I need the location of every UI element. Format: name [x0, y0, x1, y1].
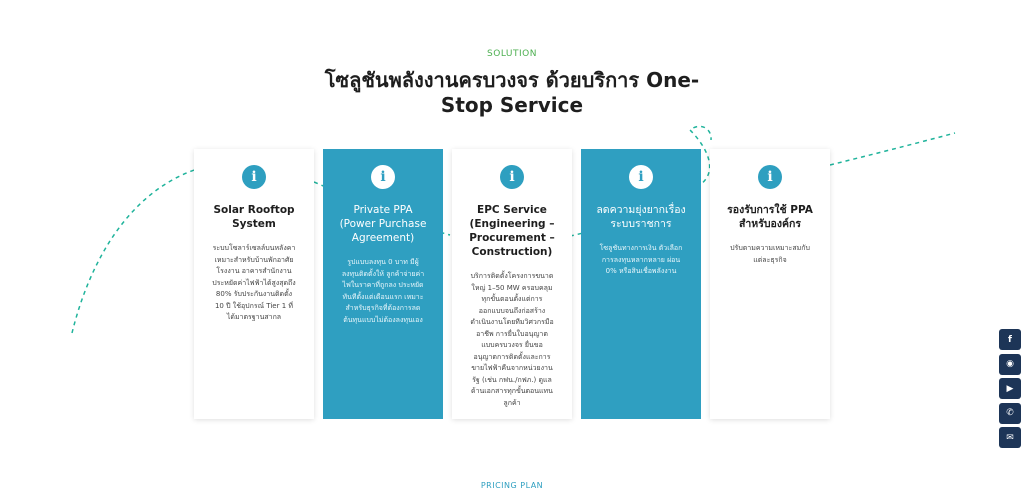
- card-desc-line: แบบครบวงจร ยื่นขอ: [481, 341, 543, 349]
- card-desc-line: ได้มาตรฐานสากล: [226, 313, 282, 321]
- youtube-icon[interactable]: ▶: [999, 378, 1021, 399]
- card-desc-line: ด้านเอกสารทุกขั้นตอนแทน: [471, 387, 553, 395]
- card-desc-line: ต้นทุนแบบไม่ต้องลงทุนเอง: [343, 315, 423, 324]
- card-title-line: Agreement): [351, 232, 415, 244]
- pricing-plan-label: PRICING PLAN: [480, 481, 544, 490]
- card-title-line: รองรับการใช้ PPA: [727, 204, 813, 216]
- card-description: [202, 243, 306, 324]
- card-desc-line: แต่ละธุรกิจ: [753, 255, 787, 264]
- card-title-line: Solar Rooftop: [213, 204, 295, 216]
- card-title-line: Procurement –: [469, 232, 555, 244]
- card-description: [718, 243, 822, 266]
- card-desc-line: ไฟในราคาที่ถูกลง ประหยัด: [342, 281, 424, 289]
- card-title: [718, 203, 822, 231]
- card-desc-line: ปรับตามความเหมาะสมกับ: [730, 244, 810, 252]
- facebook-icon[interactable]: f: [999, 329, 1021, 350]
- service-card-bureaucracy: [581, 149, 701, 419]
- card-title-line: สำหรับองค์กร: [739, 218, 801, 230]
- service-card-solar-rooftop: [194, 149, 314, 419]
- card-title-line: Construction): [471, 246, 553, 258]
- card-desc-line: ลูกค้า: [503, 398, 521, 407]
- card-title-line: ระบบราชการ: [610, 218, 672, 230]
- card-desc-line: ระบบโซลาร์เซลล์บนหลังคา: [212, 244, 296, 252]
- service-card-private-ppa: [323, 149, 443, 419]
- card-desc-line: เหมาะสำหรับบ้านพักอาศัย: [214, 255, 294, 264]
- card-description: [331, 257, 435, 326]
- card-description: [460, 271, 564, 409]
- service-card-corporate-ppa: [710, 149, 830, 419]
- card-desc-line: โซลูชันทางการเงิน ตัวเลือก: [599, 244, 683, 252]
- info-icon: i: [242, 165, 266, 189]
- card-desc-line: ประหยัดค่าไฟฟ้าได้สูงสุดถึง: [212, 278, 296, 287]
- phone-icon[interactable]: ✆: [999, 403, 1021, 424]
- card-desc-line: รัฐ (เช่น กฟน./กฟภ.) ดูแล: [472, 375, 552, 384]
- card-desc-line: อาชีพ การยื่นใบอนุญาต: [476, 329, 548, 338]
- card-title: [460, 203, 564, 259]
- card-title: [589, 203, 693, 231]
- info-icon: i: [371, 165, 395, 189]
- card-desc-line: 80% รับประกันงานติดตั้ง: [215, 290, 293, 298]
- card-desc-line: ดำเนินงานโดยทีมวิศวกรมือ: [470, 318, 554, 326]
- card-description: [589, 243, 693, 278]
- card-desc-line: อนุญาตการติดตั้งและการ: [473, 352, 551, 361]
- card-title: [202, 203, 306, 231]
- service-card-epc: [452, 149, 572, 419]
- card-desc-line: ขายไฟฟ้าคืนจากหน่วยงาน: [471, 364, 553, 372]
- card-title-line: Private PPA: [353, 204, 413, 216]
- card-desc-line: ทุกขั้นตอนตั้งแต่การ: [481, 295, 543, 303]
- page-title-line: โซลูชันพลังงานครบวงจร ด้วยบริการ One-: [324, 68, 700, 92]
- card-desc-line: โรงงาน อาคารสำนักงาน: [216, 267, 292, 275]
- card-title-line: (Power Purchase: [339, 218, 427, 230]
- social-sidebar: [999, 329, 1021, 452]
- card-title: [331, 203, 435, 245]
- card-title-line: System: [232, 218, 276, 230]
- card-desc-line: 0% หรือสินเชื่อพลังงาน: [605, 267, 677, 275]
- page-title-line: Stop Service: [440, 93, 584, 117]
- card-desc-line: ใหญ่ 1–50 MW ครอบคลุม: [471, 283, 553, 292]
- card-desc-line: สำหรับธุรกิจที่ต้องการลด: [345, 304, 421, 312]
- info-icon: i: [500, 165, 524, 189]
- card-title-line: EPC Service: [477, 204, 547, 216]
- info-icon: i: [629, 165, 653, 189]
- card-desc-line: 10 ปี ใช้อุปกรณ์ Tier 1 ที่: [214, 301, 294, 310]
- card-desc-line: ลงทุนติดตั้งให้ ลูกค้าจ่ายค่า: [341, 269, 425, 278]
- card-desc-line: บริการติดตั้งโครงการขนาด: [470, 272, 554, 280]
- card-desc-line: ทันทีตั้งแต่เดือนแรก เหมาะ: [342, 292, 424, 301]
- line-icon[interactable]: ◉: [999, 354, 1021, 375]
- card-title-line: (Engineering –: [469, 218, 555, 230]
- page-title: [312, 68, 712, 118]
- section-label: SOLUTION: [487, 49, 537, 59]
- email-icon[interactable]: ✉: [999, 427, 1021, 448]
- card-title-line: ลดความยุ่งยากเรื่อง: [596, 204, 686, 216]
- card-desc-line: ออกแบบจนถึงก่อสร้าง: [478, 306, 546, 315]
- info-icon: i: [758, 165, 782, 189]
- card-desc-line: การลงทุนหลากหลาย ผ่อน: [601, 255, 681, 264]
- card-desc-line: รูปแบบลงทุน 0 บาท มีผู้: [347, 258, 419, 266]
